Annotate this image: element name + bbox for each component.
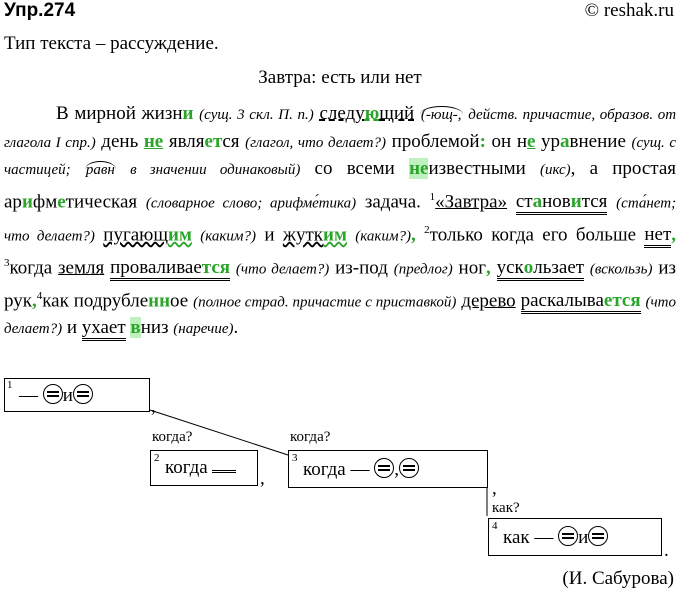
predicate-circle-icon <box>399 458 419 478</box>
final-period: . <box>664 540 669 561</box>
clause-4-number: 4 <box>492 520 498 532</box>
scheme-clause-1: 1 — и <box>4 378 150 412</box>
clause-3-comma: , <box>394 459 399 480</box>
comma-1: , <box>151 396 156 417</box>
predicate-circle-icon <box>73 384 93 404</box>
predicate-circle-icon <box>588 526 608 546</box>
comma-3: , <box>492 478 497 499</box>
clause-1-conjunction: и <box>62 385 73 406</box>
question-4: как? <box>492 500 520 516</box>
clause-1-number: 1 <box>7 379 13 391</box>
comma-2: , <box>260 468 265 489</box>
question-2: когда? <box>152 429 193 445</box>
analysed-paragraph: В мирной жизни (сущ. 3 скл. П. п.) следующий (-ющ-, действ. причастие, образов. от глагола I спр.) день не является (глагол, что делает?) проблемой: он не уравнение (сущ. с частицей; равн в значении одинаковый) со всеми неизвестными (икс), а простая арифметическая (словарное слово; арифме́тика) задача. $^1$«Завтра» становится (ста́нет; что делает?) пугающим (каким?) и жутким (каким?), $^2$только когда его больше нет, $^3$когда земля проваливается (что делает?) из-под (предлог) ног, ускользает (вскользь) из рук,$^4$как подрубленное (полное страд. причастие с приставкой) дерево раскалывается (что делает?) и ухает вниз (наречие). <box>4 101 676 343</box>
author: (И. Сабурова) <box>562 568 674 589</box>
clause-4-conjunction-and: и <box>578 527 589 548</box>
predicate-circle-icon <box>558 526 578 546</box>
question-3: когда? <box>290 429 331 445</box>
exercise-number: Упр.274 <box>4 0 76 21</box>
scheme-clause-2 <box>150 450 258 486</box>
predicate-mark <box>212 460 236 473</box>
scheme-clause-3: 3 когда — , <box>288 450 488 488</box>
text-type-line: Тип текста – рассуждение. <box>4 33 219 54</box>
predicate-circle-icon <box>374 458 394 478</box>
clause-4-conjunction: как <box>503 527 530 548</box>
scheme-clause-4: 4 как — и <box>488 518 662 556</box>
clause-3-conjunction: когда <box>303 459 346 480</box>
clause-3-number: 3 <box>292 452 298 464</box>
text-title: Завтра: есть или нет <box>258 67 422 88</box>
clause-2-number: 2 <box>154 452 160 464</box>
site-watermark[interactable]: © reshak.ru <box>584 0 674 21</box>
predicate-circle-icon <box>43 384 63 404</box>
clause-2-conjunction: когда <box>165 457 208 478</box>
